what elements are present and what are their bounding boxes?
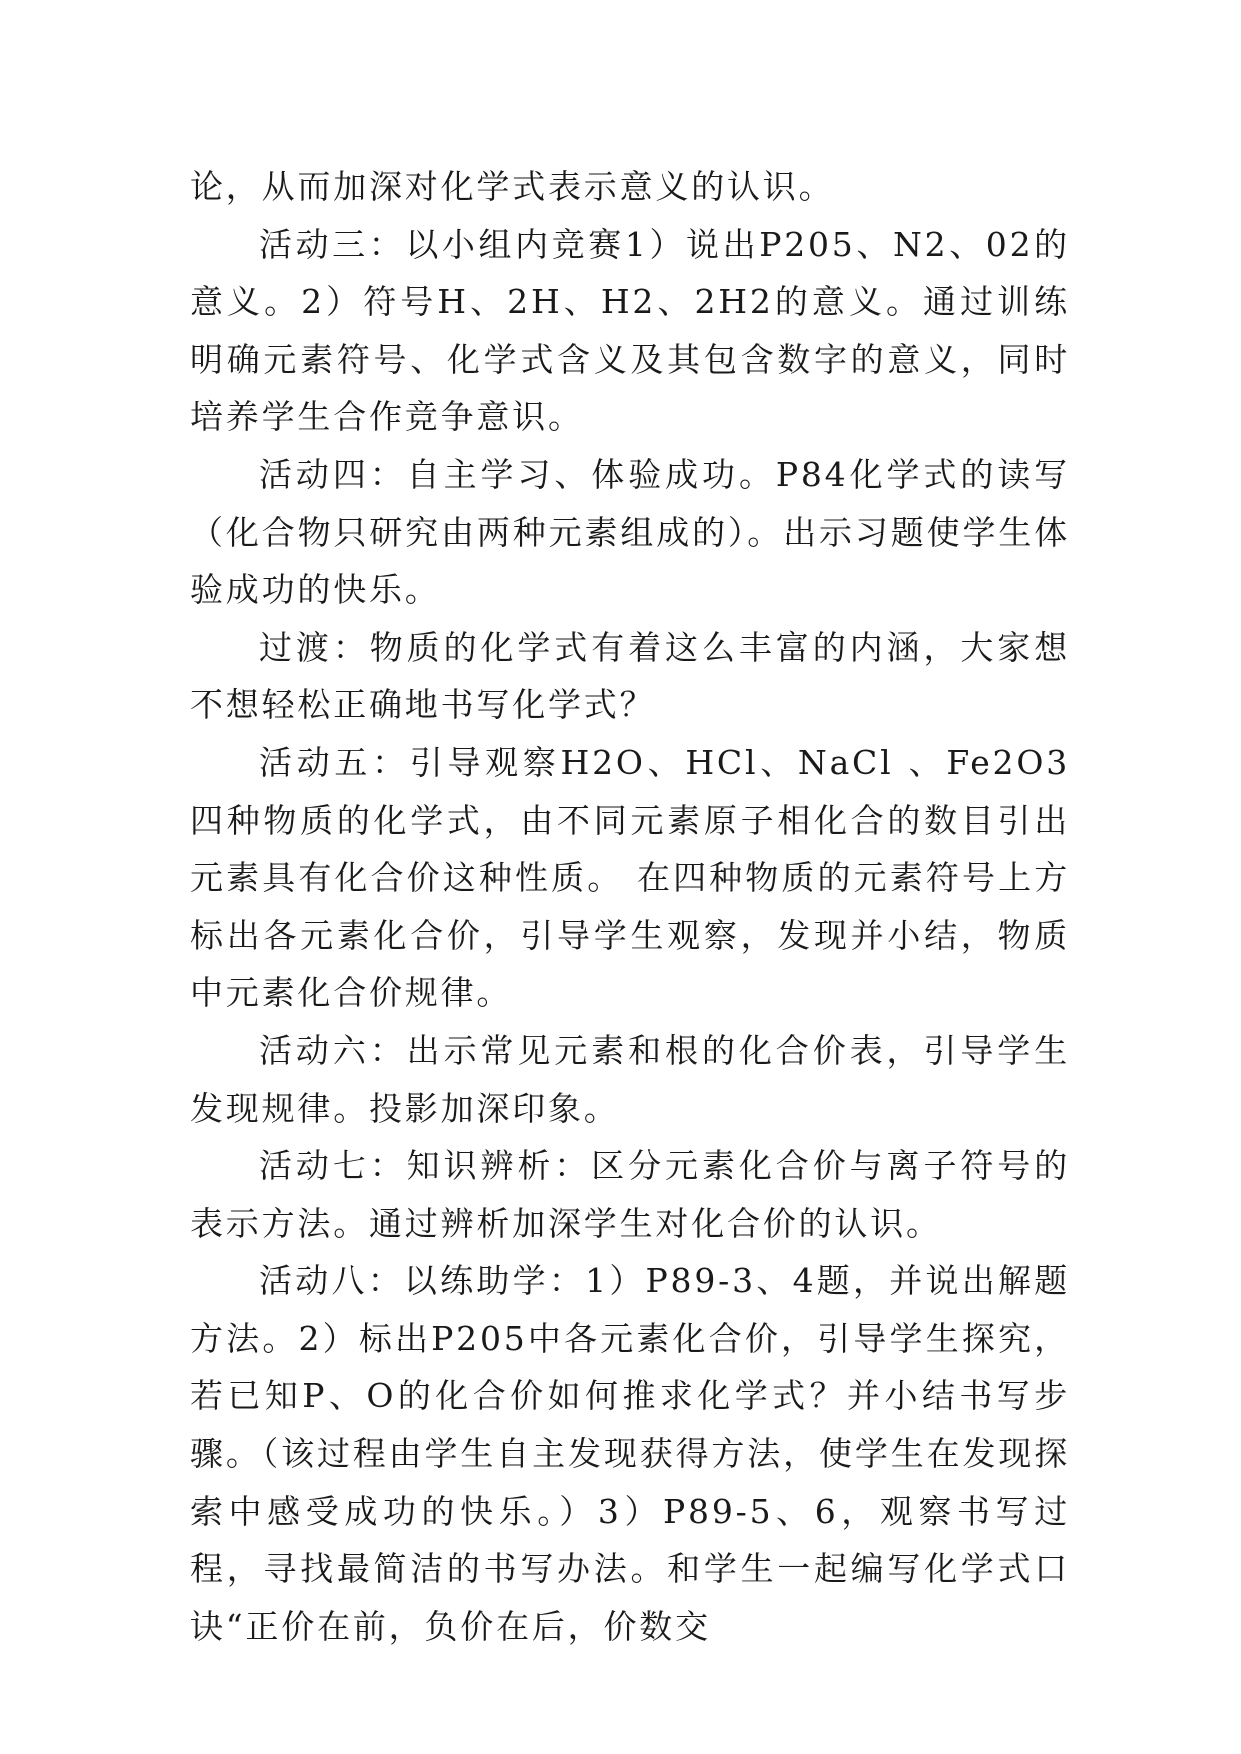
- paragraph-continuation: 论，从而加深对化学式表示意义的认识。: [190, 167, 835, 206]
- body-text: [190, 158, 1070, 1655]
- paragraph-activity-4: 活动四：自主学习、体验成功。P84化学式的读写（化合物只研究由两种元素组成的）。出示习题使学生体验成功的快乐。: [190, 454, 1070, 610]
- paragraph-transition: 过渡：物质的化学式有着这么丰富的内涵，大家想不想轻松正确地书写化学式？: [190, 627, 1070, 725]
- paragraph-activity-6: 活动六：出示常见元素和根的化合价表，引导学生发现规律。投影加深印象。: [190, 1030, 1070, 1128]
- paragraph-activity-7: 活动七：知识辨析：区分元素化合价与离子符号的表示方法。通过辨析加深学生对化合价的认识。: [190, 1146, 1070, 1243]
- paragraph-activity-8: 活动八：以练助学：1）P89-3、4题，并说出解题方法。2）标出P205中各元素化合价，引导学生探究，若已知P、O的化合价如何推求化学式？并小结书写步骤。（该过程由学生自主发现获得方法，使学生在发现探索中感受成功的快乐。）3）P89-5、6，观察书写过程，寻找最简洁的书写办法。和学生一起编写化学式口诀“正价在前，负价在后，价数交: [190, 1261, 1070, 1646]
- paragraph-activity-3: 活动三：以小组内竞赛1）说出P205、N2、02的意义。2）符号H、2H、H2、2H2的意义。通过训练明确元素符号、化学式含义及其包含数字的意义，同时培养学生合作竞争意识。: [190, 224, 1070, 437]
- paragraph-activity-5: 活动五：引导观察H2O、HCl、NaCl 、Fe2O3四种物质的化学式，由不同元素原子相化合的数目引出元素具有化合价这种性质。 在四种物质的元素符号上方标出各元素化合价，引导学生观察，发现并小结，物质中元素化合价规律。: [190, 742, 1070, 1013]
